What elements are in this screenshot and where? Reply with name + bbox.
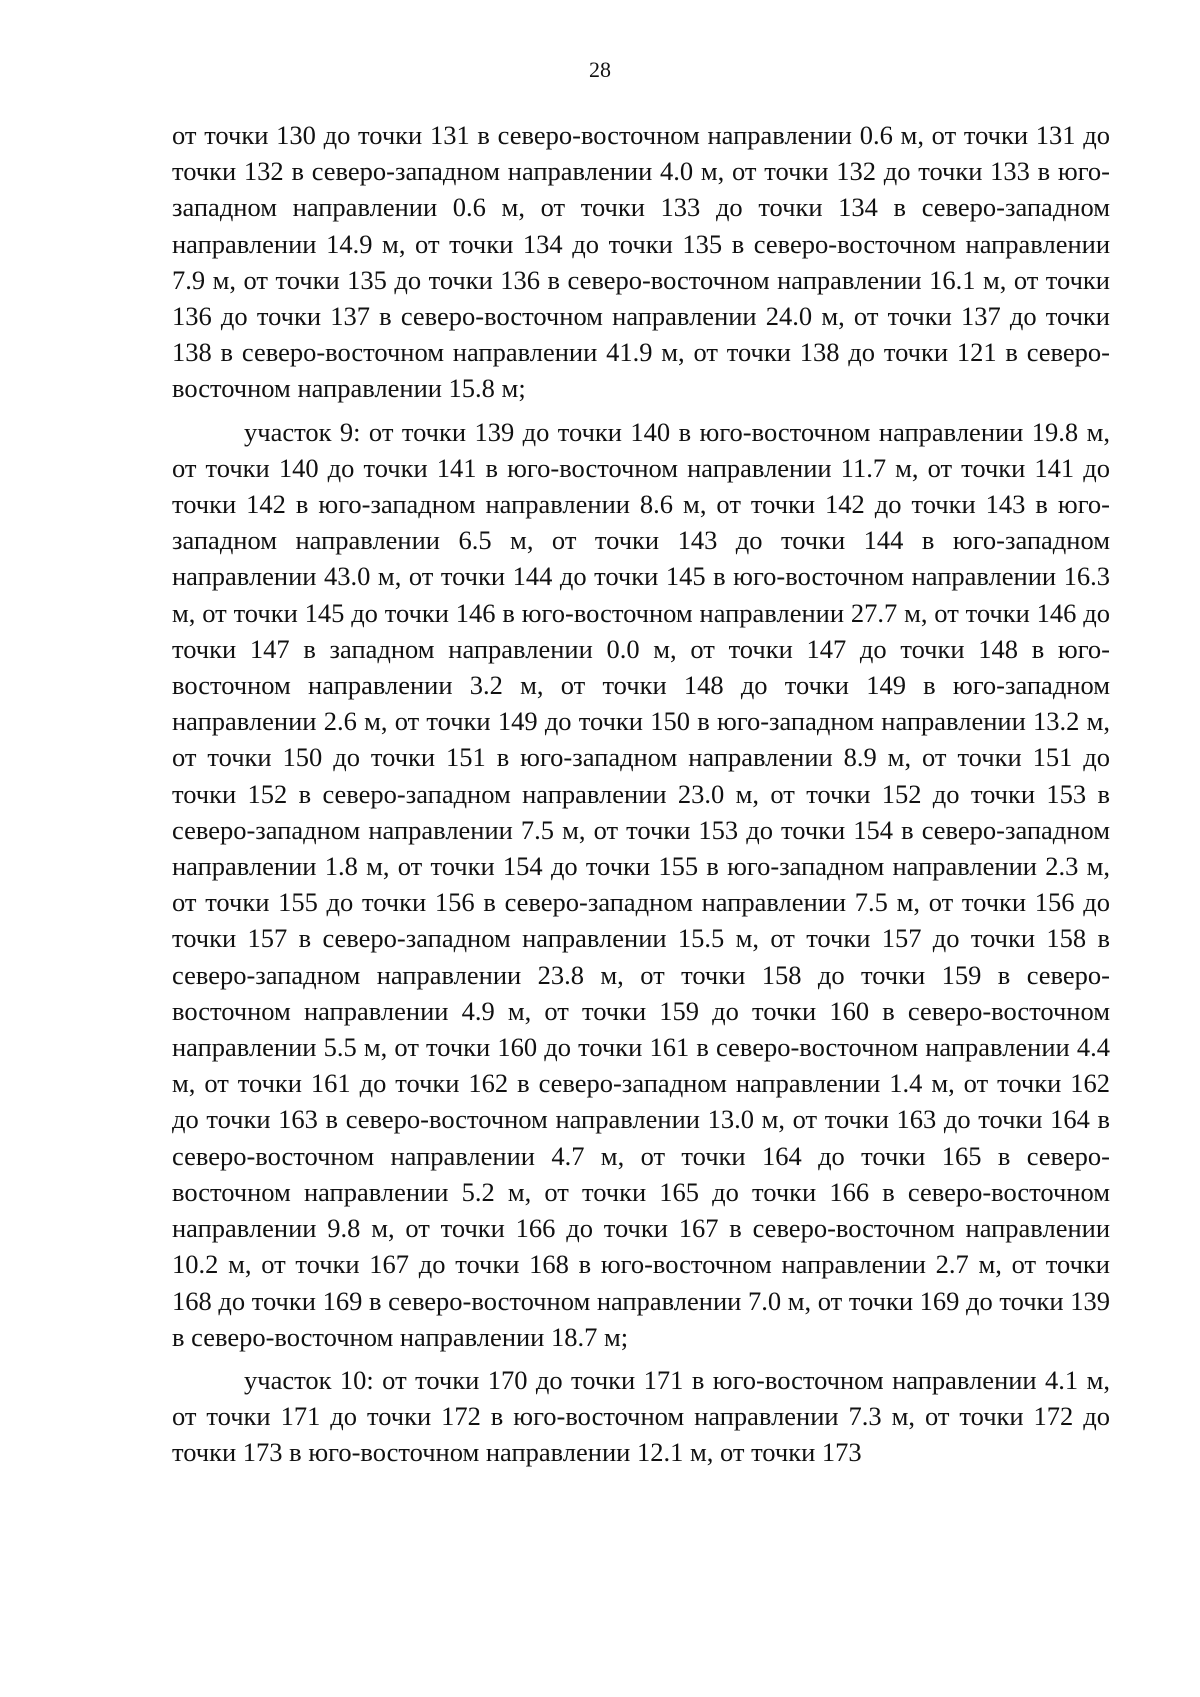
document-body	[172, 117, 1110, 1471]
page-number: 28	[589, 57, 611, 82]
paragraph-plot-9: участок 9: от точки 139 до точки 140 в юго-восточном направлении 19.8 м, от точки 140 до точки 141 в юго-восточном направлении 11.7 м, от точки 141 до точки 142 в юго-западном направлении 8.6 м, от точки 142 до точки 143 в юго-западном направлении 6.5 м, от точки 143 до точки 144 в юго-западном направлении 43.0 м, от точки 144 до точки 145 в юго-восточном направлении 16.3 м, от точки 145 до точки 146 в юго-восточном направлении 27.7 м, от точки 146 до точки 147 в западном направлении 0.0 м, от точки 147 до точки 148 в юго-восточном направлении 3.2 м, от точки 148 до точки 149 в юго-западном направлении 2.6 м, от точки 149 до точки 150 в юго-западном направлении 13.2 м, от точки 150 до точки 151 в юго-западном направлении 8.9 м, от точки 151 до точки 152 в северо-западном направлении 23.0 м, от точки 152 до точки 153 в северо-западном направлении 7.5 м, от точки 153 до точки 154 в северо-западном направлении 1.8 м, от точки 154 до точки 155 в юго-западном направлении 2.3 м, от точки 155 до точки 156 в северо-западном направлении 7.5 м, от точки 156 до точки 157 в северо-западном направлении 15.5 м, от точки 157 до точки 158 в северо-западном направлении 23.8 м, от точки 158 до точки 159 в северо-восточном направлении 4.9 м, от точки 159 до точки 160 в северо-восточном направлении 5.5 м, от точки 160 до точки 161 в северо-восточном направлении 4.4 м, от точки 161 до точки 162 в северо-западном направлении 1.4 м, от точки 162 до точки 163 в северо-восточном направлении 13.0 м, от точки 163 до точки 164 в северо-восточном направлении 4.7 м, от точки 164 до точки 165 в северо-восточном направлении 5.2 м, от точки 165 до точки 166 в северо-восточном направлении 9.8 м, от точки 166 до точки 167 в северо-восточном направлении 10.2 м, от точки 167 до точки 168 в юго-восточном направлении 2.7 м, от точки 168 до точки 169 в северо-восточном направлении 7.0 м, от точки 169 до точки 139 в северо-восточном направлении 18.7 м;	[172, 416, 1110, 1352]
paragraph-continuation: от точки 130 до точки 131 в северо-восточном направлении 0.6 м, от точки 131 до точки 132 в северо-западном направлении 4.0 м, от точки 132 до точки 133 в юго-западном направлении 0.6 м, от точки 133 до точки 134 в северо-западном направлении 14.9 м, от точки 134 до точки 135 в северо-восточном направлении 7.9 м, от точки 135 до точки 136 в северо-восточном направлении 16.1 м, от точки 136 до точки 137 в северо-восточном направлении 24.0 м, от точки 137 до точки 138 в северо-восточном направлении 41.9 м, от точки 138 до точки 121 в северо-восточном направлении 15.8 м;	[172, 120, 1110, 404]
paragraph-plot-10: участок 10: от точки 170 до точки 171 в юго-восточном направлении 4.1 м, от точки 171 до точки 172 в юго-восточном направлении 7.3 м, от точки 172 до точки 173 в юго-восточном направлении 12.1 м, от точки 173	[172, 1364, 1110, 1468]
